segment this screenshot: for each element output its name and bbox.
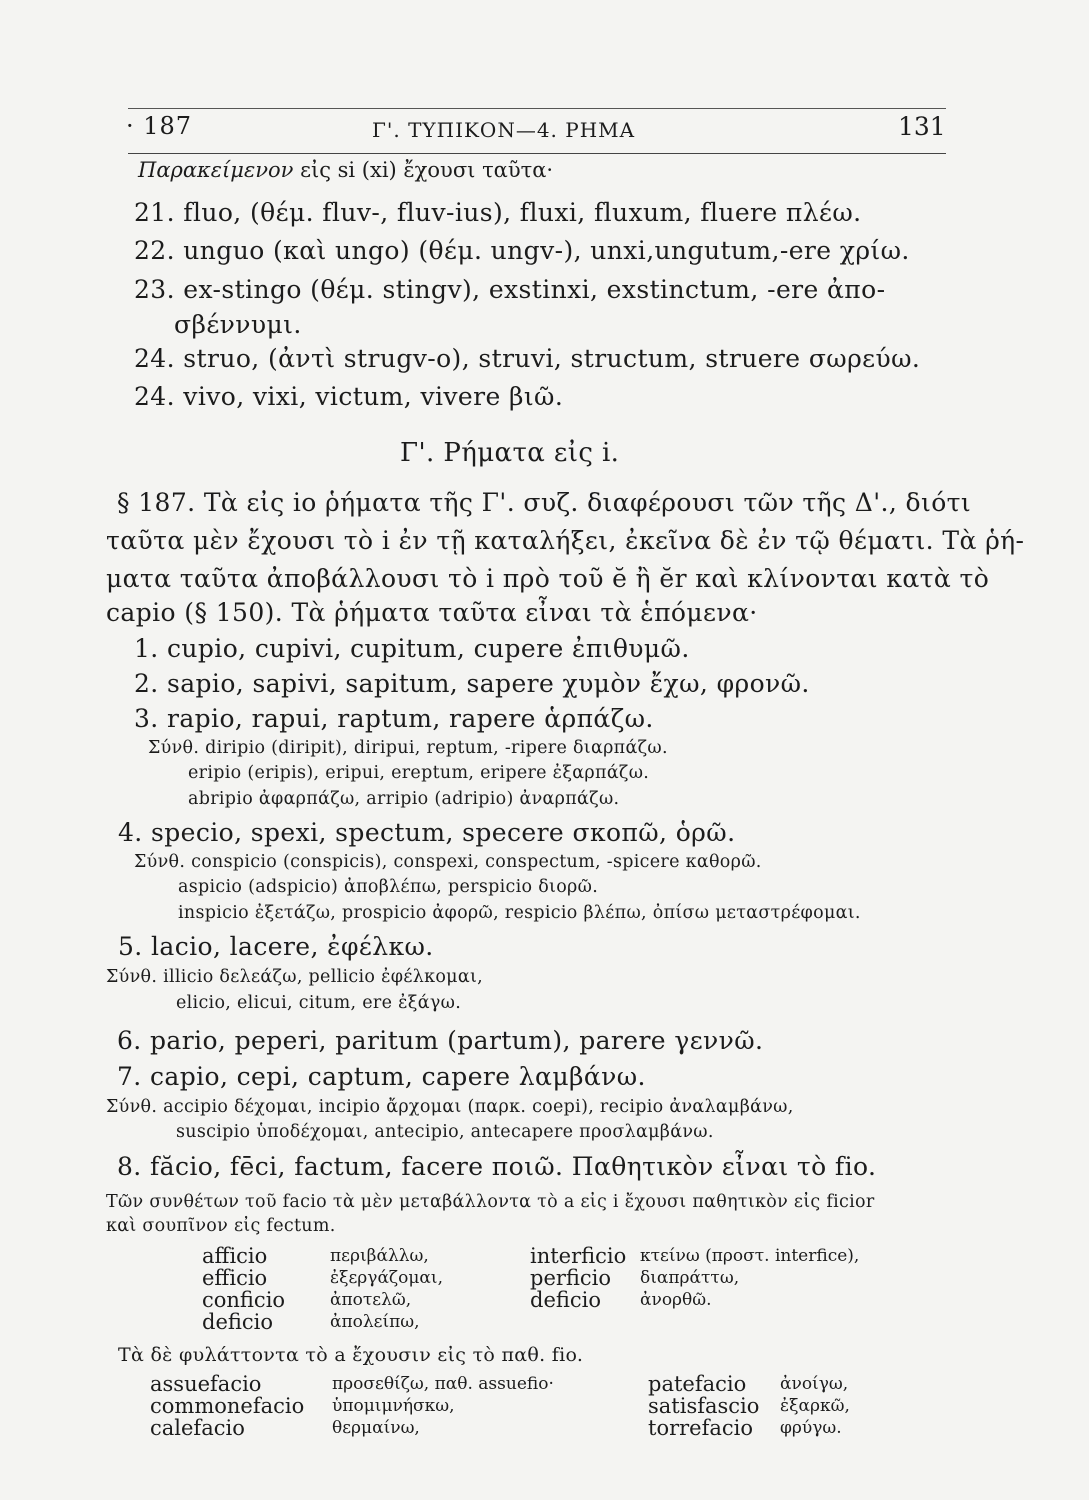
paragraph-line: ταῦτα μὲν ἔχουσι τὸ i ἐν τῇ καταλήξει, ἐκεῖνα δὲ ἐν τῷ θέματι. Τὰ ῥή- [106, 526, 1025, 555]
compound-greek: περιβάλλω, [330, 1246, 429, 1266]
list-item-continuation: σβέννυμι. [174, 310, 302, 339]
verb-entry: 7. capio, cepi, captum, capere λαμβάνω. [117, 1062, 646, 1091]
compound-latin: calefacio [150, 1416, 245, 1440]
perfect-heading-rest: εἰς si (xi) ἔχουσι ταῦτα· [300, 158, 554, 182]
running-title: Γ'. ΤΥΠΙΚΟΝ—4. ΡΗΜΑ [372, 118, 636, 142]
compounds-line: suscipio ὑποδέχομαι, antecipio, antecapere προσλαμβάνω. [176, 1122, 714, 1142]
paragraph-line: ματα ταῦτα ἀποβάλλουσι τὸ i πρὸ τοῦ ĕ ἢ ĕr καὶ κλίνονται κατὰ τὸ [106, 564, 990, 593]
compound-greek: διαπράττω, [640, 1268, 740, 1288]
verb-entry: 6. pario, peperi, paritum (partum), parere γεννῶ. [117, 1026, 764, 1055]
compound-greek: ἐξεργάζομαι, [330, 1268, 443, 1288]
list-item: 23. ex-stingo (θέμ. stingv), exstinxi, exstinctum, -ere ἀπο- [134, 275, 886, 304]
section-title: Γ'. Ρήματα εἰς i. [400, 438, 620, 468]
compound-latin: afficio [202, 1244, 268, 1268]
compound-greek: θερμαίνω, [332, 1418, 420, 1438]
compound-greek: ἀπολείπω, [330, 1312, 420, 1332]
verb-entry: 5. lacio, lacere, ἐφέλκω. [118, 932, 434, 961]
compound-greek: ἀποτελῶ, [330, 1290, 412, 1310]
note-line: Τῶν συνθέτων τοῦ facio τὰ μὲν μεταβάλλοντα τὸ a εἰς i ἔχουσι παθητικὸν εἰς ficior [106, 1192, 875, 1212]
compounds-line: inspicio ἐξετάζω, prospicio ἀφορῶ, respicio βλέπω, ὀπίσω μεταστρέφομαι. [178, 903, 861, 923]
compounds-line: Σύνθ. accipio δέχομαι, incipio ἄρχομαι (παρκ. coepi), recipio ἀναλαμβάνω, [106, 1097, 794, 1117]
compound-greek: ἀνορθῶ. [640, 1290, 712, 1310]
header-rule-bottom [128, 153, 946, 154]
paragraph-line: capio (§ 150). Τὰ ῥήματα ταῦτα εἶναι τὰ ἑπόμενα· [106, 598, 758, 627]
compound-latin: assuefacio [150, 1372, 262, 1396]
section-number: · 187 [126, 112, 193, 140]
compound-latin: conficio [202, 1288, 286, 1312]
list-item: 24. struo, (ἀντὶ strugv-o), struvi, structum, struere σωρεύω. [134, 344, 921, 373]
perfect-heading [138, 158, 553, 182]
compound-latin: efficio [202, 1266, 268, 1290]
page-number: 131 [898, 112, 946, 141]
compound-greek: ἐξαρκῶ, [780, 1396, 850, 1416]
note-line: καὶ σουπῖνον εἰς fectum. [106, 1216, 336, 1236]
compounds-line: eripio (eripis), eripui, ereptum, eripere ἐξαρπάζω. [188, 763, 650, 783]
note-line: Τὰ δὲ φυλάττοντα τὸ a ἔχουσιν εἰς τὸ παθ. fio. [118, 1344, 584, 1366]
compounds-line: elicio, elicui, citum, ere ἐξάγω. [176, 993, 462, 1013]
compounds-line: Σύνθ. illicio δελεάζω, pellicio ἐφέλκομαι, [106, 967, 483, 987]
compound-latin: patefacio [648, 1372, 747, 1396]
verb-entry: 1. cupio, cupivi, cupitum, cupere ἐπιθυμῶ. [134, 634, 690, 663]
list-item: 24. vivo, vixi, victum, vivere βιῶ. [134, 382, 564, 411]
verb-entry: 2. sapio, sapivi, sapitum, sapere χυμὸν ἔχω, φρονῶ. [134, 669, 810, 698]
verb-entry: 4. specio, spexi, spectum, specere σκοπῶ, ὁρῶ. [118, 818, 736, 847]
compound-latin: interficio [530, 1244, 627, 1268]
perfect-heading-greek: Παρακείμενον [138, 158, 294, 182]
list-item: 21. fluo, (θέμ. fluv-, fluv-ius), fluxi, fluxum, fluere πλέω. [134, 198, 862, 227]
compound-latin: commonefacio [150, 1394, 305, 1418]
paragraph-line: § 187. Τὰ εἰς io ῥήματα τῆς Γ'. συζ. διαφέρουσι τῶν τῆς Δ'., διότι [117, 488, 972, 517]
compound-latin: deficio [202, 1310, 273, 1334]
verb-entry: 8. făcio, fēci, factum, facere ποιῶ. Παθητικὸν εἶναι τὸ fio. [117, 1152, 877, 1181]
compound-greek: ὑπομιμνήσκω, [332, 1396, 455, 1416]
list-item: 22. unguo (καὶ ungo) (θέμ. ungv-), unxi,ungutum,-ere χρίω. [134, 236, 910, 265]
compound-greek: προσεθίζω, παθ. assuefio· [332, 1374, 554, 1394]
compound-greek: κτείνω (προστ. interfice), [640, 1246, 860, 1266]
compound-latin: satisfascio [648, 1394, 760, 1418]
compound-greek: φρύγω. [780, 1418, 842, 1438]
verb-entry: 3. rapio, rapui, raptum, rapere ἁρπάζω. [134, 704, 654, 733]
compound-latin: deficio [530, 1288, 601, 1312]
compounds-line: abripio ἀφαρπάζω, arripio (adripio) ἀναρπάζω. [188, 789, 620, 809]
compounds-line: Σύνθ. diripio (diripit), diripui, reptum, -ripere διαρπάζω. [148, 738, 668, 758]
compound-greek: ἀνοίγω, [780, 1374, 849, 1394]
compounds-line: aspicio (adspicio) ἀποβλέπω, perspicio διορῶ. [178, 877, 599, 897]
compound-latin: perficio [530, 1266, 612, 1290]
compounds-line: Σύνθ. conspicio (conspicis), conspexi, conspectum, -spicere καθορῶ. [134, 852, 762, 872]
compound-latin: torrefacio [648, 1416, 753, 1440]
header-rule-top [128, 108, 946, 109]
